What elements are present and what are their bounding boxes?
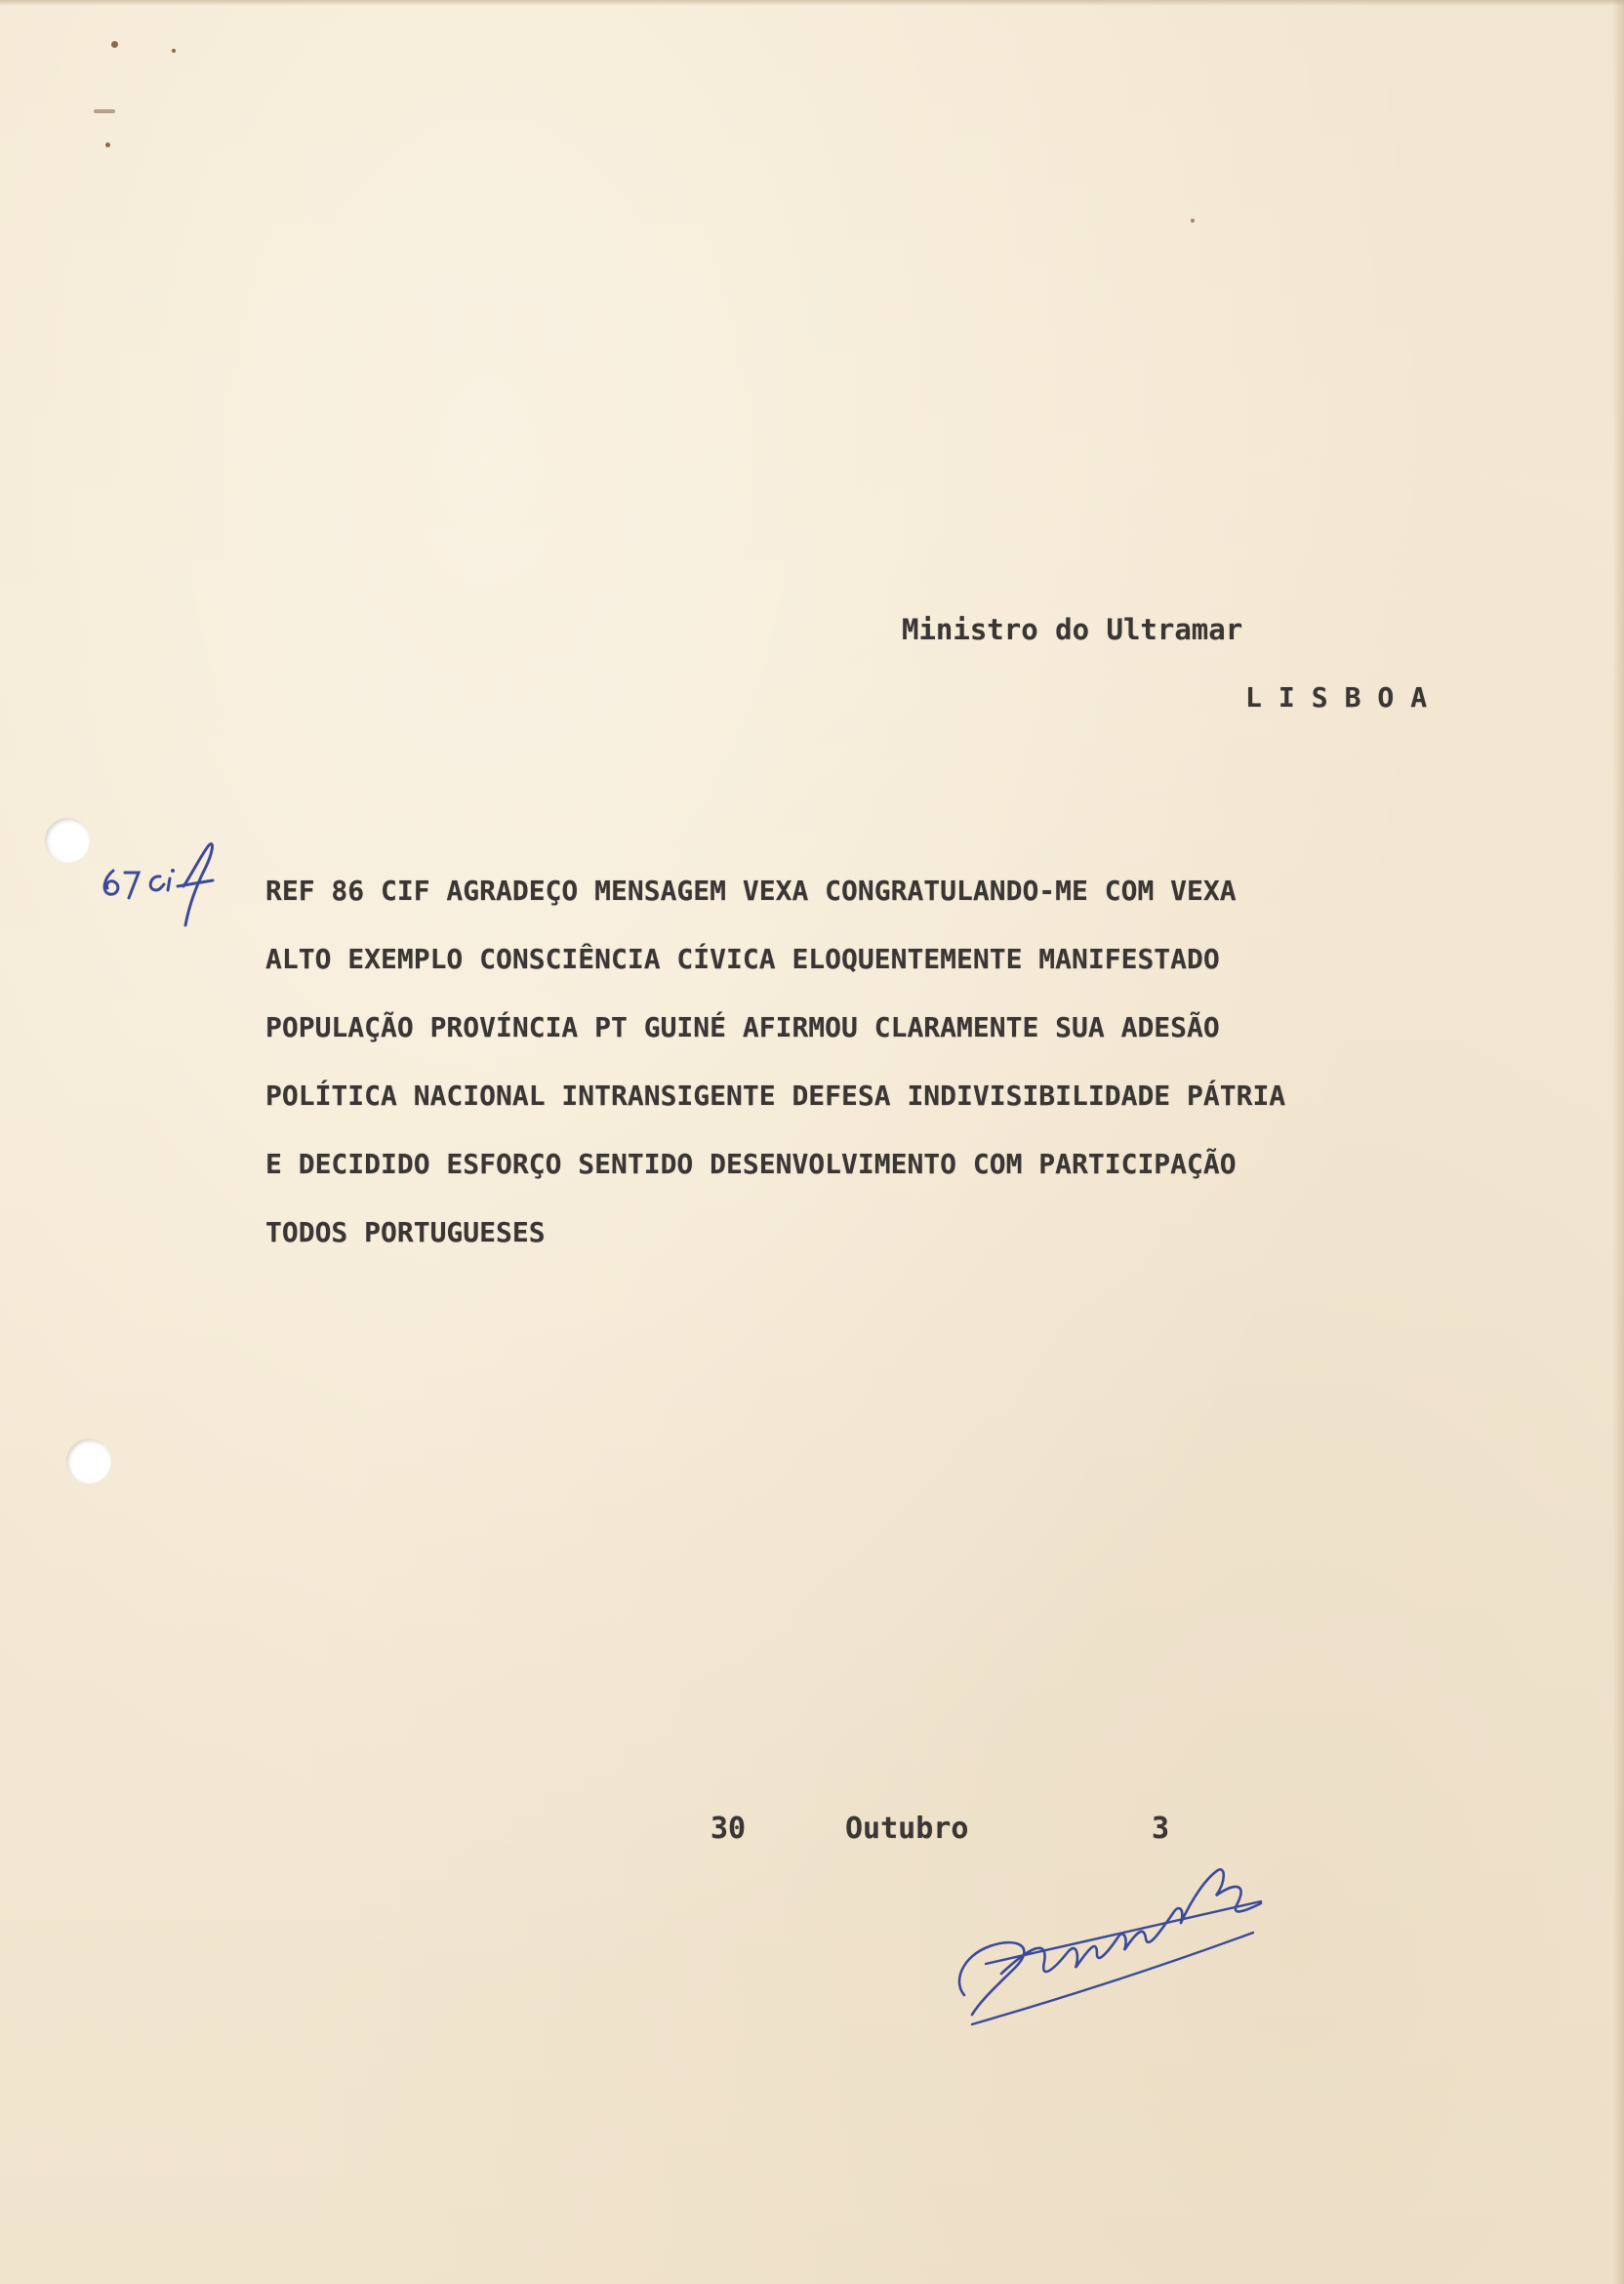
paper-speck — [94, 109, 115, 113]
page-top-edge — [0, 0, 1624, 6]
message-line: TODOS PORTUGUESES — [265, 1216, 546, 1248]
date-month: Outubro — [845, 1812, 969, 1846]
message-line: E DECIDIDO ESFORÇO SENTIDO DESENVOLVIMENTO COM PARTICIPAÇÃO — [265, 1148, 1237, 1180]
recipient-name: Ministro do Ultramar — [902, 613, 1243, 646]
punch-hole — [66, 1439, 111, 1484]
punch-hole — [45, 818, 90, 863]
paper-speck — [1191, 219, 1195, 223]
date-year: 3 — [1152, 1812, 1170, 1846]
paper-speck — [105, 143, 110, 147]
page-right-edge — [1612, 0, 1624, 2284]
message-line: ALTO EXEMPLO CONSCIÊNCIA CÍVICA ELOQUENTEMENTE MANIFESTADO — [265, 943, 1220, 975]
paper-speck — [172, 49, 176, 53]
date-day: 30 — [710, 1812, 747, 1846]
signature — [943, 1853, 1275, 2034]
message-line: POLÍTICA NACIONAL INTRANSIGENTE DEFESA INDIVISIBILIDADE PÁTRIA — [265, 1080, 1286, 1112]
message-line: REF 86 CIF AGRADEÇO MENSAGEM VEXA CONGRATULANDO-ME COM VEXA — [265, 875, 1237, 907]
paper-speck — [111, 41, 118, 48]
message-body — [265, 857, 1476, 1267]
recipient-city: LISBOA — [1245, 681, 1444, 714]
handwritten-reference-mark — [96, 836, 242, 933]
message-line: POPULAÇÃO PROVÍNCIA PT GUINÉ AFIRMOU CLARAMENTE SUA ADESÃO — [265, 1011, 1220, 1043]
